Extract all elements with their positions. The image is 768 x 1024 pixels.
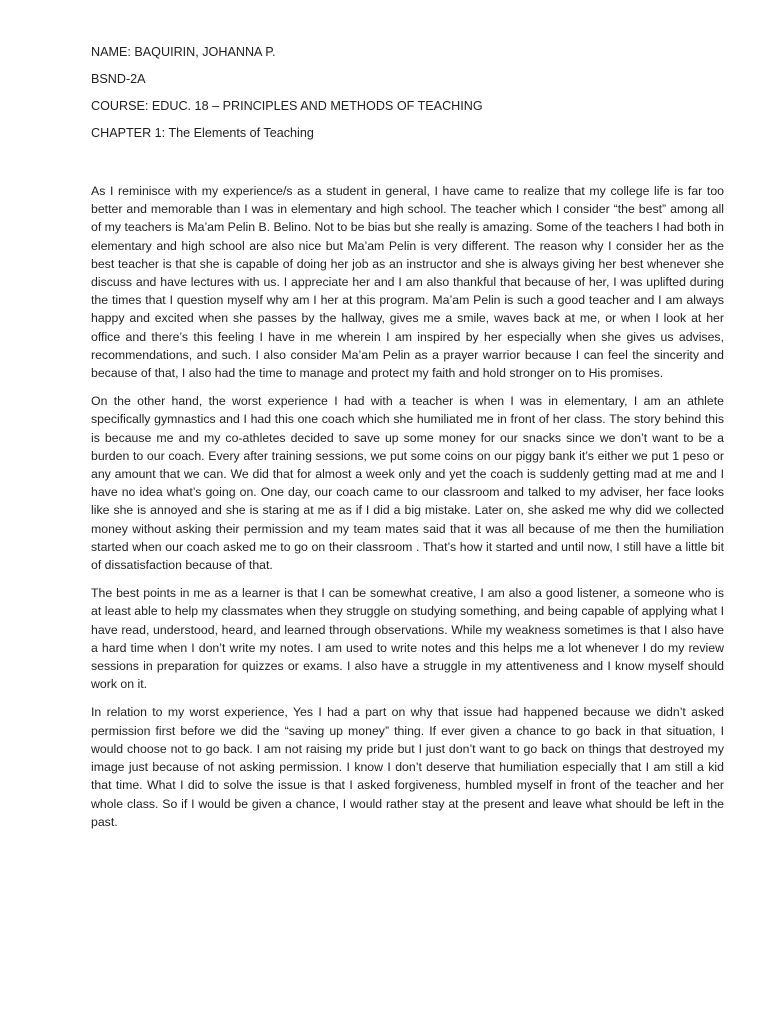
essay-body xyxy=(91,182,724,841)
document-header xyxy=(91,44,731,152)
paragraph-reflection: In relation to my worst experience, Yes I had a part on why that issue had happened because we didn’t asked permission first before we did the “saving up money” thing. If ever given a chance to go back in that situation, I would choose not to go back. I am not raising my pride but I just don’t want to go back on things that destroyed my image just because of not asking permission. I know I don’t deserve that humiliation especially that I am still a kid that time. What I did to solve the issue is that I asked forgiveness, humbled myself in front of the teacher and her whole class. So if I would be given a chance, I would rather stay at the present and leave what should be left in the past. xyxy=(91,705,724,829)
paragraph-strengths-weaknesses: The best points in me as a learner is that I can be somewhat creative, I am also a good listener, a someone who is at least able to help my classmates when they struggle on studying something, and being capable of applying what I have read, understood, heard, and learned through observations. While my weakness sometimes is that I also have a hard time when I don’t write my notes. I am used to write notes and this helps me a lot whenever I do my review sessions in preparation for quizzes or exams. I also have a struggle in my attentiveness and I know myself should work on it. xyxy=(91,586,724,692)
student-name-line: NAME: BAQUIRIN, JOHANNA P. xyxy=(91,45,276,59)
chapter-line: CHAPTER 1: The Elements of Teaching xyxy=(91,126,314,140)
paragraph-best-teacher: As I reminisce with my experience/s as a student in general, I have came to realize that my college life is far too better and memorable than I was in elementary and high school. The teacher which I consider “the best” among all of my teachers is Ma’am Pelin B. Belino. Not to be bias but she really is amazing. Some of the teachers I had both in elementary and high school are also nice but Ma’am Pelin is very different. The reason why I consider her as the best teacher is that she is capable of doing her job as an instructor and she is always giving her best whenever she discuss and have lectures with us. I appreciate her and I am also thankful that because of her, I was uplifted during the times that I question myself why am I her at this program. Ma’am Pelin is such a good teacher and I am always happy and excited when she passes by the hallway, gives me a smile, waves back at me, or when I look at her office and there’s this feeling I have in me wherein I am inspired by her especially when she gives us advises, recommendations, and such. I also consider Ma’am Pelin as a prayer warrior because I can feel the sincerity and because of that, I also had the time to manage and protect my faith and hold stronger on to His promises. xyxy=(91,184,724,381)
paragraph-worst-experience: On the other hand, the worst experience I had with a teacher is when I was in elementary, I am an athlete specifically gymnastics and I had this one coach which she humiliated me in front of her class. The story behind this is because me and my co-athletes decided to save up some money for our snacks since we don’t want to be a burden to our coach. Every after training sessions, we put some coins on our piggy bank it’s either we put 1 peso or any amount that we can. We did that for almost a week only and yet the coach is suddenly getting mad at me and I have no idea what’s going on. One day, our coach came to our classroom and talked to my adviser, her face looks like she is annoyed and she is staring at me as if I did a big mistake. Later on, she asked me why did we collected money without asking their permission and my team mates said that it was all because of me then the humiliation started when our coach asked me to go on their classroom . That’s how it started and until now, I still have a little bit of dissatisfaction because of that. xyxy=(91,394,724,573)
course-line: COURSE: EDUC. 18 – PRINCIPLES AND METHODS OF TEACHING xyxy=(91,99,483,113)
section-line: BSND-2A xyxy=(91,72,146,86)
